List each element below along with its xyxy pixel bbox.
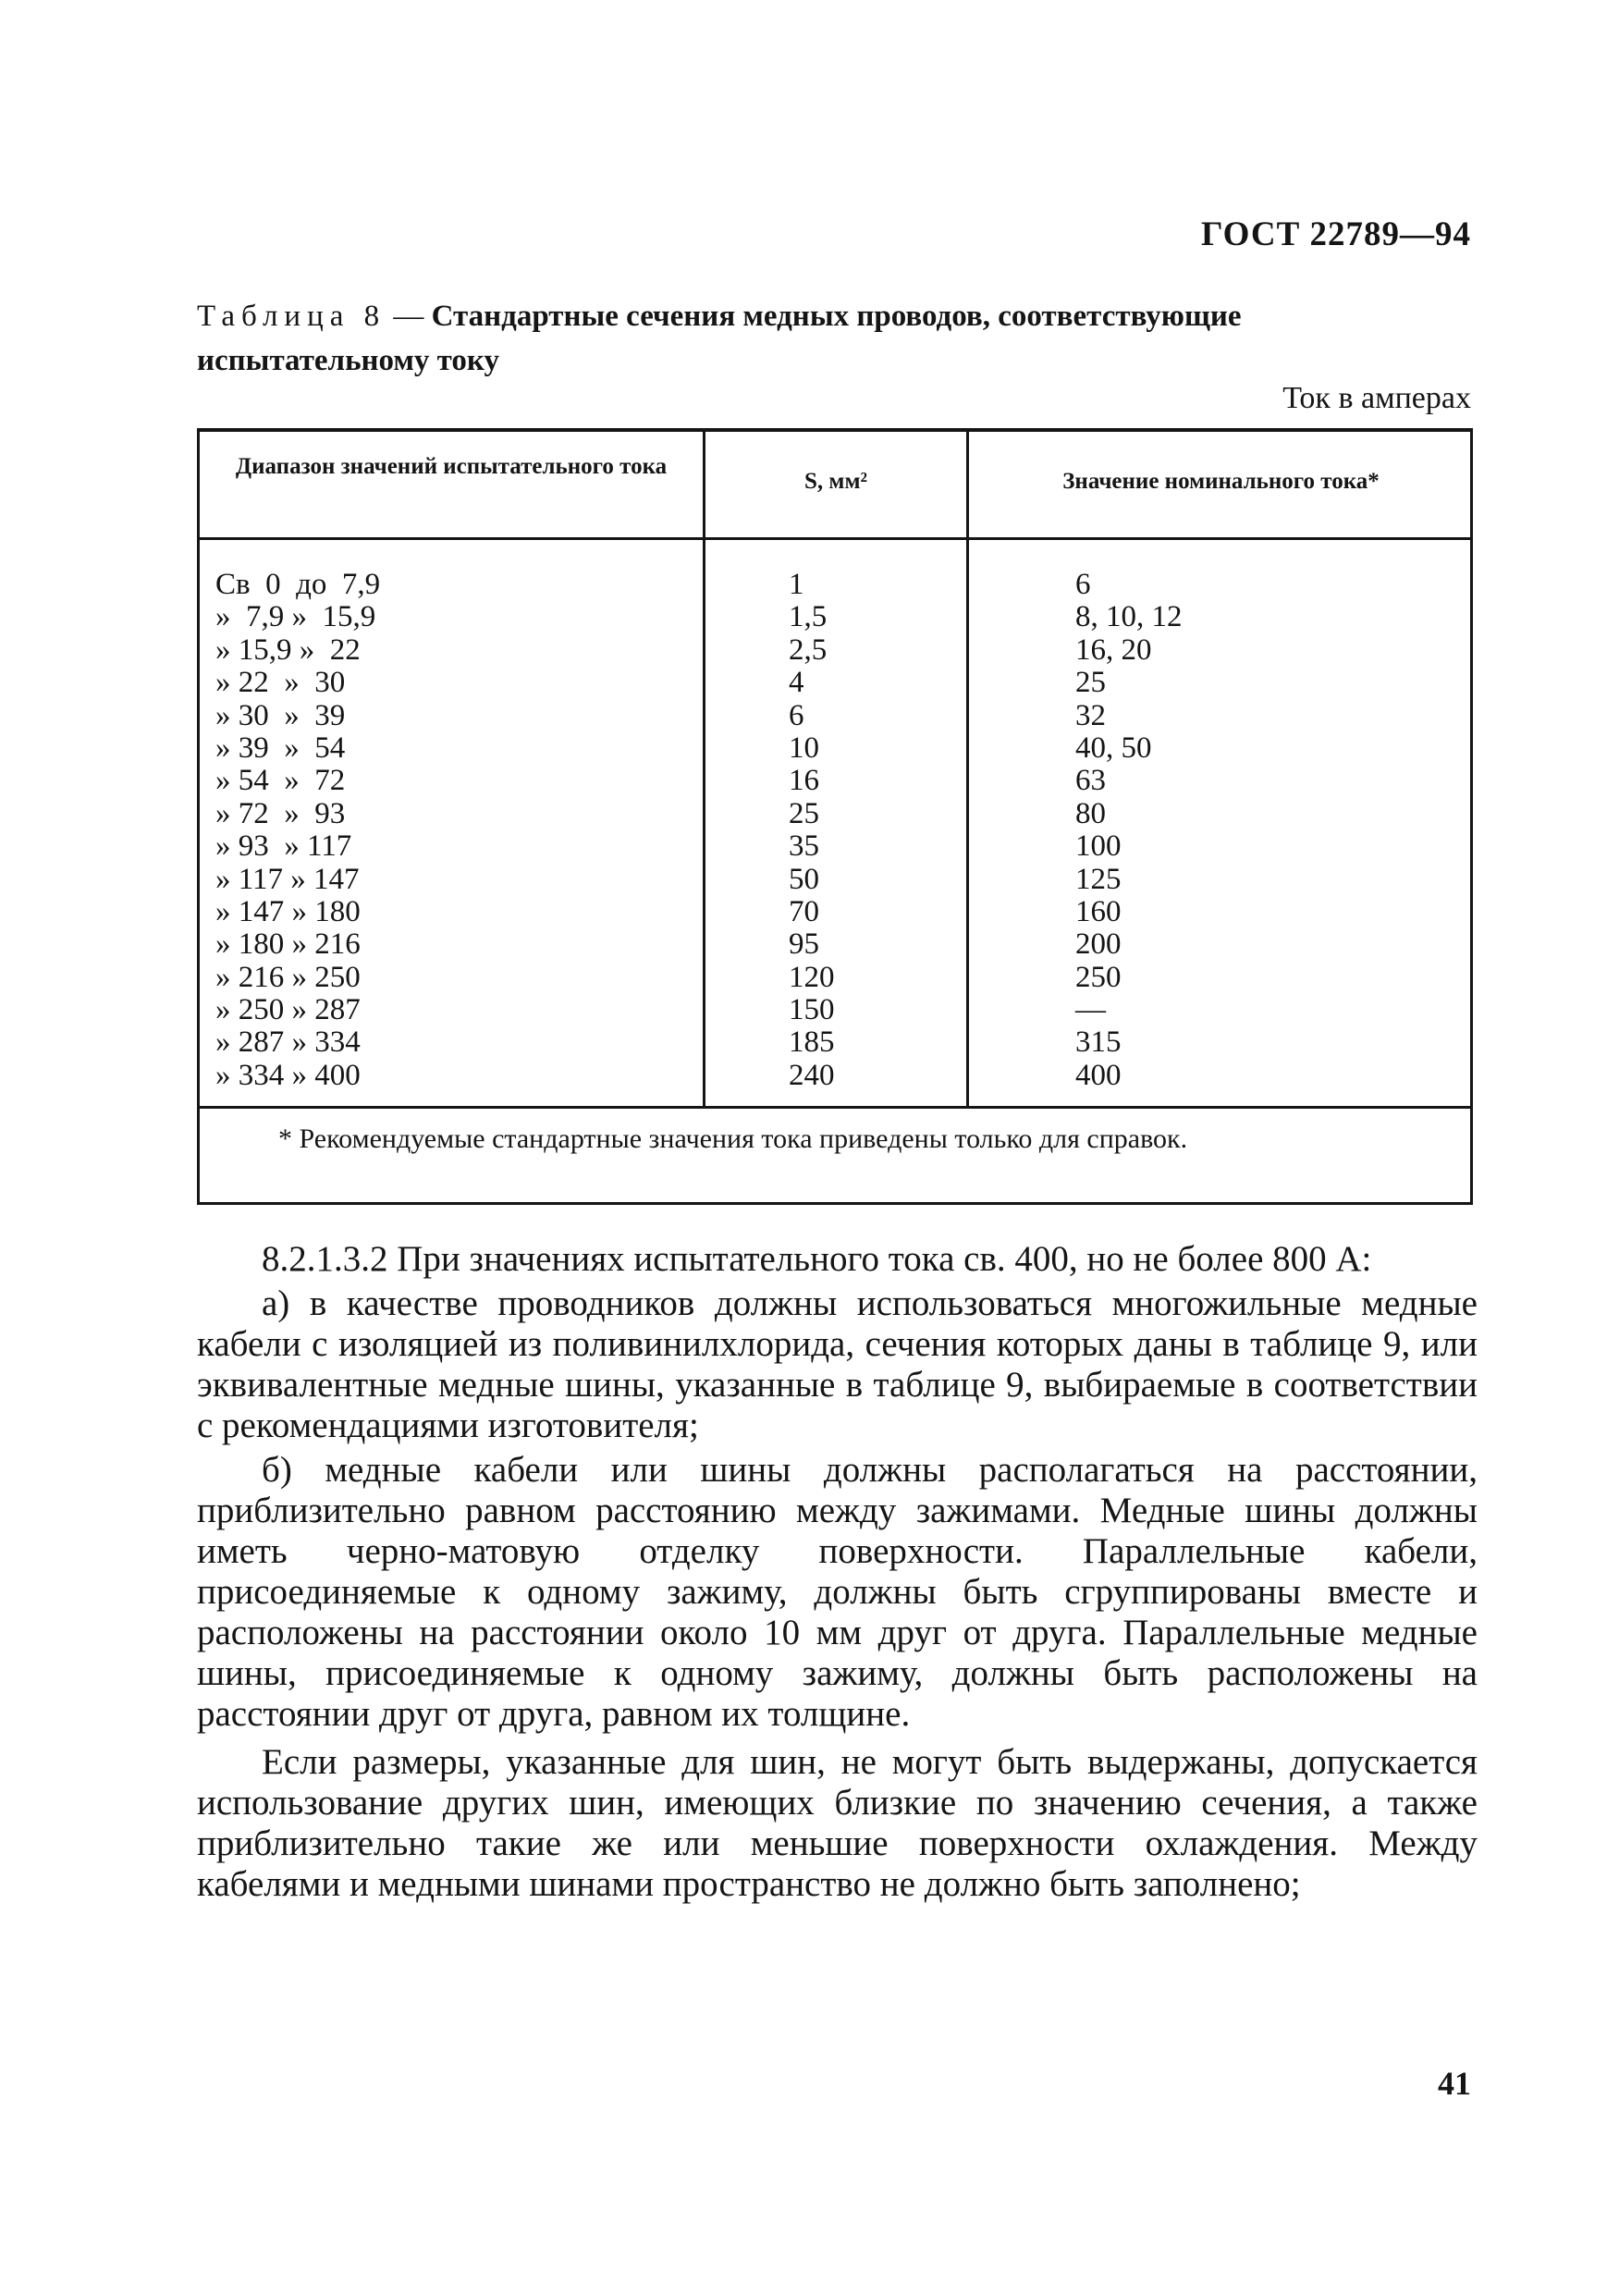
range-cell: » 72 » 93 (215, 796, 346, 830)
current-cell: 6 (1075, 568, 1091, 601)
table-row (197, 798, 1473, 830)
table-body (197, 569, 1473, 1092)
current-cell: 100 (1075, 829, 1122, 864)
standard-number: ГОСТ 22789—94 (1201, 215, 1471, 253)
table-footnote-rule (197, 1106, 1473, 1109)
section-cell: 50 (789, 862, 819, 896)
table-units: Ток в амперах (1282, 381, 1471, 415)
current-cell: 80 (1075, 796, 1106, 830)
table-row (197, 830, 1473, 863)
current-cell: — (1075, 993, 1106, 1027)
section-cell: 4 (789, 666, 804, 700)
table-row (197, 864, 1473, 896)
range-cell: » 250 » 287 (215, 993, 361, 1027)
section-cell: 1,5 (789, 600, 828, 634)
section-cell: 35 (789, 829, 819, 864)
section-cell: 1 (789, 568, 804, 601)
current-cell: 400 (1075, 1058, 1122, 1092)
data-table (197, 428, 1473, 1205)
section-cell: 70 (789, 894, 819, 928)
column-header-section: S, мм² (804, 469, 867, 494)
body-paragraph: Если размеры, указанные для шин, не могут быть выдержаны, допускается использование других шин, имеющих близкие по значению сечения, а также приблизительно такие же или меньшие поверхности охлаждения. Между кабелями и медными шинами пространство не должно быть заполнено; (197, 1742, 1478, 1904)
current-cell: 40, 50 (1075, 731, 1152, 765)
range-cell: » 216 » 250 (215, 960, 361, 994)
current-cell: 200 (1075, 927, 1122, 962)
column-header-range: Диапазон значений испытательного тока (235, 454, 668, 479)
range-cell: » 334 » 400 (215, 1058, 361, 1092)
column-header-current: Значение номинального тока* (1062, 469, 1380, 494)
section-cell: 150 (789, 993, 835, 1027)
body-paragraph: б) медные кабели или шины должны располагаться на расстоянии, приблизительно равном расстоянию между зажимами. Медные шины должны иметь черно-матовую отделку поверхности. Параллельные кабели, присоединяемые к одному зажиму, должны быть сгруппированы вместе и расположены на расстоянии около 10 мм друг от друга. Параллельные медные шины, присоединяемые к одному зажиму, должны быть расположены на расстоянии друг от друга, равном их толщине. (197, 1450, 1478, 1734)
table-row (197, 700, 1473, 732)
section-cell: 240 (789, 1058, 835, 1092)
range-cell: » 287 » 334 (215, 1025, 361, 1060)
body-text (197, 1239, 1478, 1905)
range-cell: » 180 » 216 (215, 927, 361, 962)
range-cell: » 147 » 180 (215, 894, 361, 928)
section-cell: 6 (789, 698, 804, 732)
range-cell: » 93 » 117 (215, 829, 352, 864)
table-border-bottom (197, 1202, 1473, 1205)
table-row (197, 896, 1473, 928)
table-header-rule (197, 537, 1473, 540)
page-number: 41 (1438, 2065, 1471, 2102)
table-row (197, 1026, 1473, 1059)
section-cell: 2,5 (789, 632, 828, 667)
table-row (197, 569, 1473, 601)
table-row (197, 765, 1473, 797)
table-row (197, 667, 1473, 699)
current-cell: 250 (1075, 960, 1122, 994)
body-paragraph: 8.2.1.3.2 При значениях испытательного тока св. 400, но не более 800 А: (262, 1239, 1372, 1279)
range-cell: » 7,9 » 15,9 (215, 600, 376, 634)
table-row (197, 928, 1473, 961)
range-cell: » 54 » 72 (215, 764, 346, 798)
current-cell: 8, 10, 12 (1075, 600, 1183, 634)
current-cell: 25 (1075, 666, 1106, 700)
current-cell: 315 (1075, 1025, 1122, 1060)
section-cell: 25 (789, 796, 819, 830)
current-cell: 32 (1075, 698, 1106, 732)
table-row (197, 1060, 1473, 1092)
table-row (197, 634, 1473, 667)
table-row (197, 601, 1473, 633)
range-cell: » 117 » 147 (215, 862, 360, 896)
table-label: Таблица 8 (197, 300, 386, 333)
current-cell: 63 (1075, 764, 1106, 798)
range-cell: » 30 » 39 (215, 698, 346, 732)
section-cell: 95 (789, 927, 819, 962)
section-cell: 120 (789, 960, 835, 994)
current-cell: 16, 20 (1075, 632, 1152, 667)
table-row (197, 994, 1473, 1026)
current-cell: 125 (1075, 862, 1122, 896)
section-cell: 16 (789, 764, 819, 798)
range-cell: » 22 » 30 (215, 666, 346, 700)
table-caption (197, 294, 1473, 383)
range-cell: » 39 » 54 (215, 731, 346, 765)
table-caption-dash: — (386, 300, 432, 333)
table-row (197, 962, 1473, 994)
current-cell: 160 (1075, 894, 1122, 928)
table-title: Стандартные сечения медных проводов, соответствующие испытательному току (197, 300, 1242, 377)
section-cell: 185 (789, 1025, 835, 1060)
body-paragraph: а) в качестве проводников должны использоваться многожильные медные кабели с изоляцией из поливинилхлорида, сечения которых даны в таблице 9, или эквивалентные медные шины, указанные в таблице 9, выбираемые в соответствии с рекомендациями изготовителя; (197, 1283, 1478, 1445)
range-cell: » 15,9 » 22 (215, 632, 361, 667)
table-footnote: * Рекомендуемые стандартные значения тока приведены только для справок. (278, 1123, 1188, 1154)
table-row (197, 732, 1473, 765)
table-border-top (197, 428, 1473, 432)
section-cell: 10 (789, 731, 819, 765)
range-cell: Св 0 до 7,9 (215, 568, 381, 601)
